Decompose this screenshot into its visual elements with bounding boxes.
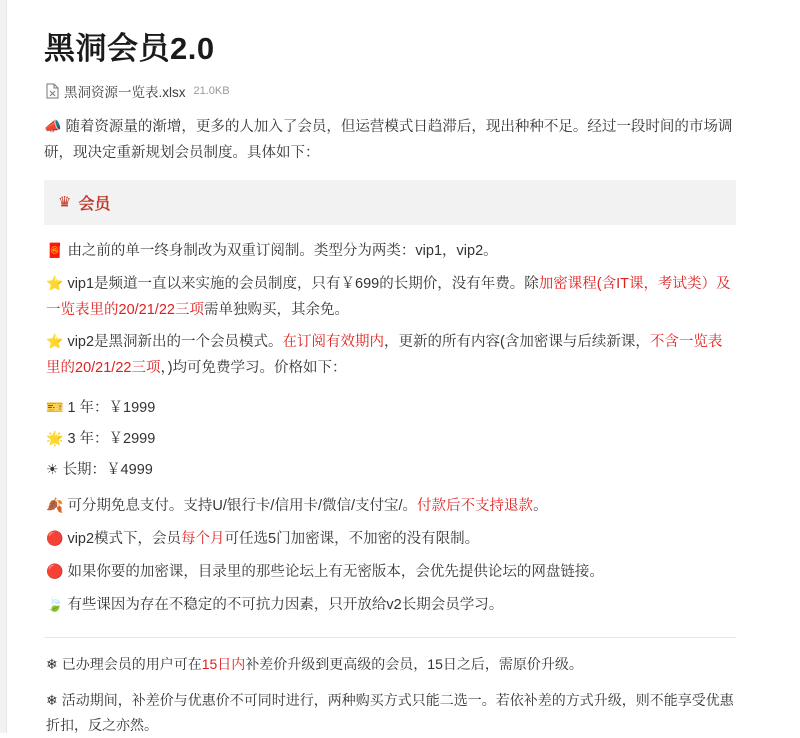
file-icon [46, 83, 59, 99]
redpacket-icon: 🧧 [46, 242, 64, 259]
list-item-text: vip2是黑洞新出的一个会员模式。 [67, 334, 283, 351]
red-circle-icon: 🔴 [46, 531, 64, 548]
list-item [46, 239, 736, 265]
list-item [46, 652, 736, 678]
glowing-star-icon: 🌟 [46, 431, 64, 448]
bullets-container [44, 239, 736, 382]
section-header-membership [44, 180, 736, 225]
list-item [46, 527, 736, 553]
footnote-text-highlight: 15日内 [201, 655, 246, 672]
price-value: ￥1999 [108, 399, 156, 416]
star-icon: ⭐ [46, 334, 64, 351]
footnote-text: 已办理会员的用户可在 [61, 655, 202, 672]
list-item-text-highlight: 加密课程(含IT课，考试类）及一览表里的20/21/22三项 [46, 275, 731, 318]
list-item-text: vip1是频道一直以来实施的会员制度，只有￥699的长期价，没有年费。除 [67, 275, 539, 292]
sun-icon: ☀ [46, 462, 59, 479]
snowflake-icon: ❄ [46, 692, 58, 709]
list-item [46, 395, 736, 421]
list-item [46, 688, 736, 738]
note-text-highlight: 每个月 [181, 531, 225, 548]
note-text: 有些课因为存在不稳定的不可抗力因素，只开放给v2长期会员学习。 [67, 596, 504, 613]
list-item-text-highlight: 在订阅有效期内 [282, 334, 385, 351]
list-item [46, 593, 736, 619]
list-item [46, 426, 736, 452]
star-icon: ⭐ [46, 275, 64, 292]
note-text: 如果你要的加密课，目录里的那些论坛上有无密版本，会优先提供论坛的网盘链接。 [67, 564, 604, 581]
intro-paragraph [44, 115, 736, 166]
note-text-tail: 可任选5门加密课，不加密的没有限制。 [224, 531, 480, 548]
list-item-text-tail: 需单独购买，其余免。 [203, 301, 349, 318]
leaf-icon: 🍂 [46, 498, 64, 515]
attachment-link[interactable] [46, 81, 736, 101]
intro-text: 随着资源量的渐增，更多的人加入了会员，但运营模式日趋滞后，现出种种不足。经过一段时间的市场调研，现决定重新规划会员制度。具体如下： [44, 119, 733, 161]
price-label: 3 年： [67, 431, 109, 448]
price-value: ￥4999 [106, 462, 153, 479]
list-item-text-mid: ，更新的所有内容(含加密课与后续新课， [384, 334, 650, 351]
leaf-fluttering-icon: 🍃 [46, 596, 64, 613]
price-label: 1 年： [67, 399, 109, 416]
section-header-label: 会员 [78, 195, 111, 213]
notes-container [44, 494, 736, 618]
note-text-tail: 。 [533, 498, 548, 515]
note-text: vip2模式下，会员 [67, 531, 182, 548]
footnote-text-tail: 补差价升级到更高级的会员，15日之后，需原价升级。 [245, 655, 583, 672]
list-item [46, 330, 736, 382]
note-text-highlight: 付款后不支持退款 [417, 498, 534, 515]
red-circle-icon: 🔴 [46, 564, 64, 581]
price-list [44, 395, 736, 484]
list-item [46, 560, 736, 586]
price-value: ￥2999 [108, 431, 156, 448]
section-divider [44, 637, 736, 638]
crown-icon: ♛ [58, 193, 72, 212]
attachment-filesize: 21.0KB [193, 85, 230, 98]
list-item-text-tail: ，)均可免费学习。价格如下： [160, 360, 347, 377]
footnotes-container [44, 652, 736, 738]
list-item [46, 272, 736, 324]
list-item-text: 由之前的单一终身制改为双重订阅制。类型分为两类：vip1，vip2。 [67, 242, 498, 259]
megaphone-icon: 📣 [44, 119, 62, 136]
attachment-filename: 黑洞资源一览表.xlsx [64, 85, 186, 101]
note-text: 可分期免息支付。支持U/银行卡/信用卡/微信/支付宝/。 [67, 498, 418, 515]
ticket-icon: 🎫 [46, 399, 64, 416]
footnote-text: 活动期间，补差价与优惠价不可同时进行，两种购买方式只能二选一。若依补差的方式升级，则不能享受优惠折扣，反之亦然。 [46, 691, 734, 734]
snowflake-icon: ❄ [46, 656, 58, 673]
list-item [46, 457, 736, 483]
list-item-text-highlight-2: 不含一览表里的20/21/22三项 [46, 334, 723, 377]
page-title: 黑洞会员2.0 [44, 31, 215, 66]
list-item [46, 494, 736, 520]
price-label: 长期： [62, 462, 107, 479]
